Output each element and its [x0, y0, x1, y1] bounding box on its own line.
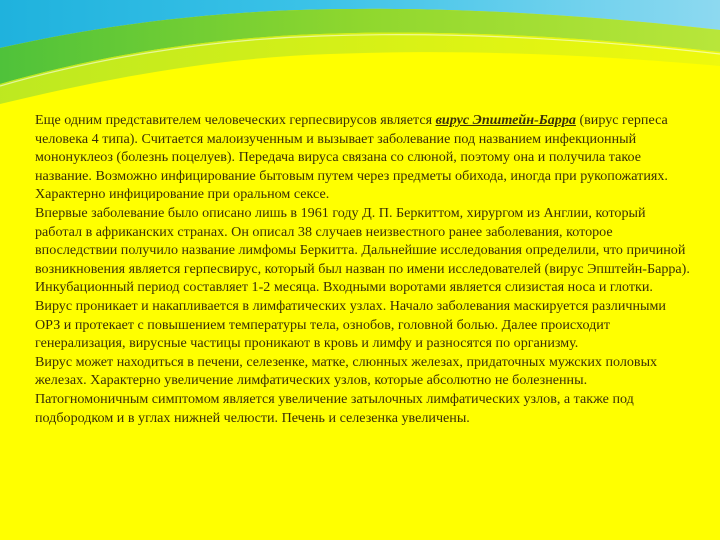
paragraph-1-text-before: Еще одним представителем человеческих герпесвирусов является	[35, 112, 436, 128]
body-text	[35, 111, 690, 427]
epstein-barr-link[interactable]: вирус Эпштейн-Барра	[435, 112, 576, 128]
decorative-swoosh-header	[0, 0, 720, 110]
paragraph-2: Впервые заболевание было описано лишь в 1961 году Д. П. Беркиттом, хирургом из Англии, который работал в африканских странах. Он описал 38 случаев неизвестного ранее заболевания, которое впоследствии получило название лимфомы Беркитта. Дальнейшие исследования определили, что причиной возникновения является герпесвирус, который был назван по имени исследователей (вирус Эпштейн-Барра).	[35, 204, 690, 277]
paragraph-1-text-after: (вирус герпеса человека 4 типа). Считается малоизученным и вызывает заболевание под названием инфекционный мононуклеоз (болезнь поцелуев). Передача вируса связана со слюной, поэтому она и получила такое название. Возможно инфицирование бытовым путем через предметы обихода, иногда при рукопожатиях. Характерно инфицирование при оральном сексе.	[35, 112, 668, 203]
paragraph-4: Вирус может находиться в печени, селезенке, матке, слюнных железах, придаточных мужских половых железах. Характерно увеличение лимфатических узлов, которые абсолютно не болезненны. Патогномоничным симптомом является увеличение затылочных лимфатических узлов, а также под подбородком и в углах нижней челюсти. Печень и селезенка увеличены.	[35, 353, 658, 426]
paragraph-1	[35, 111, 690, 204]
paragraph-3: Инкубационный период составляет 1-2 месяца. Входными воротами является слизистая носа и глотки. Вирус проникает и накапливается в лимфатических узлах. Начало заболевания маскируется различными ОРЗ и протекает с повышением температуры тела, ознобов, головной болью. Далее происходит генерализация, вирусные частицы проникают в кровь и лимфу и разносятся по организму.	[35, 279, 666, 352]
